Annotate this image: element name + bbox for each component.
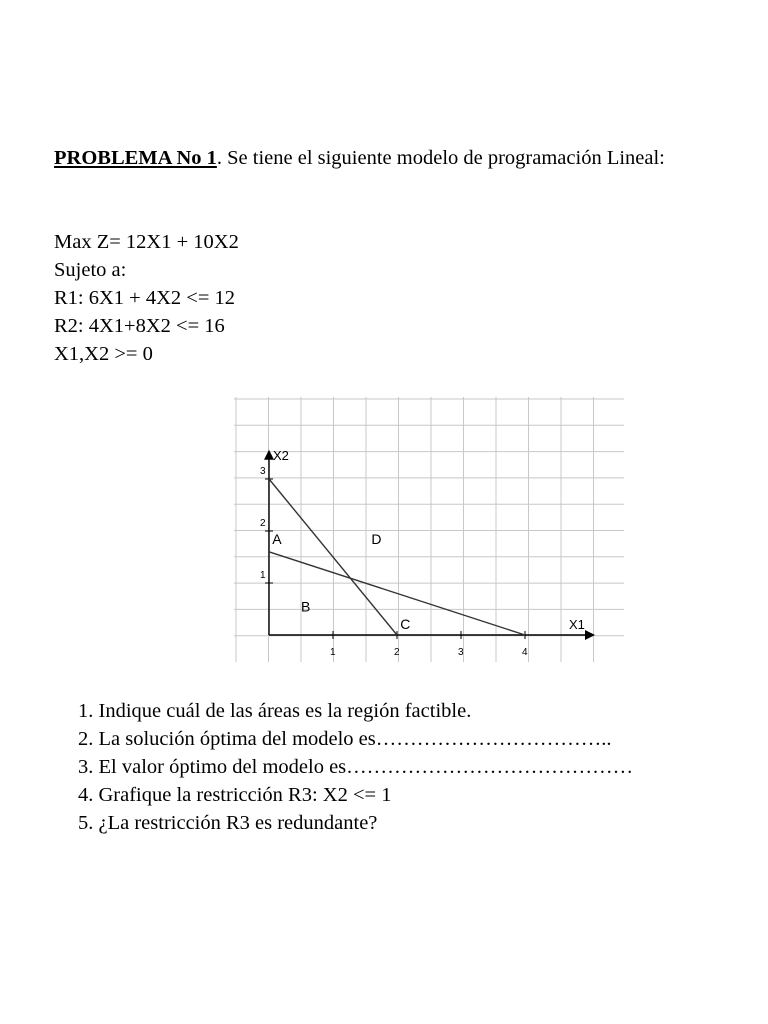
- x-tick-label: 3: [458, 647, 464, 658]
- question-5: 5. ¿La restricción R3 es redundante?: [78, 812, 378, 834]
- nonnegativity-constraint: X1,X2 >= 0: [54, 343, 153, 365]
- x-axis-label: X1: [569, 617, 585, 632]
- constraint-line-2: [269, 552, 525, 635]
- subject-to-label: Sujeto a:: [54, 259, 127, 281]
- question-2: 2. La solución óptima del modelo es……………………………..: [78, 728, 612, 750]
- problem-text: Se tiene el siguiente modelo de programación Lineal:: [222, 147, 665, 169]
- region-label-a: A: [272, 531, 282, 547]
- questions-list: [78, 697, 633, 837]
- problem-title-punct: .: [216, 147, 222, 169]
- region-label-b: B: [301, 598, 311, 615]
- x-tick-label: 4: [522, 647, 528, 658]
- constraint-r1: R1: 6X1 + 4X2 <= 12: [54, 287, 236, 309]
- feasible-region-graph: [234, 397, 624, 662]
- y-tick-label: 2: [260, 518, 266, 529]
- lp-model: [54, 228, 239, 368]
- constraint-r2: R2: 4X1+8X2 <= 16: [54, 315, 225, 337]
- question-4: 4. Grafique la restricción R3: X2 <= 1: [78, 784, 392, 806]
- problem-title: PROBLEMA No 1: [54, 147, 217, 169]
- y-axis-label: X2: [273, 447, 289, 463]
- question-3: 3. El valor óptimo del modelo es……………………………………: [78, 756, 634, 778]
- question-1: 1. Indique cuál de las áreas es la región factible.: [78, 700, 472, 722]
- y-tick-label: 3: [260, 466, 266, 477]
- y-tick-label: 1: [260, 570, 266, 581]
- grid: [234, 397, 624, 662]
- x-tick-label: 1: [330, 647, 336, 658]
- problem-statement: [54, 144, 715, 172]
- x-tick-label: 2: [394, 647, 400, 658]
- region-label-d: D: [371, 531, 382, 547]
- graph-canvas: [234, 397, 624, 662]
- region-label-c: C: [400, 615, 411, 632]
- objective-function: Max Z= 12X1 + 10X2: [54, 231, 239, 253]
